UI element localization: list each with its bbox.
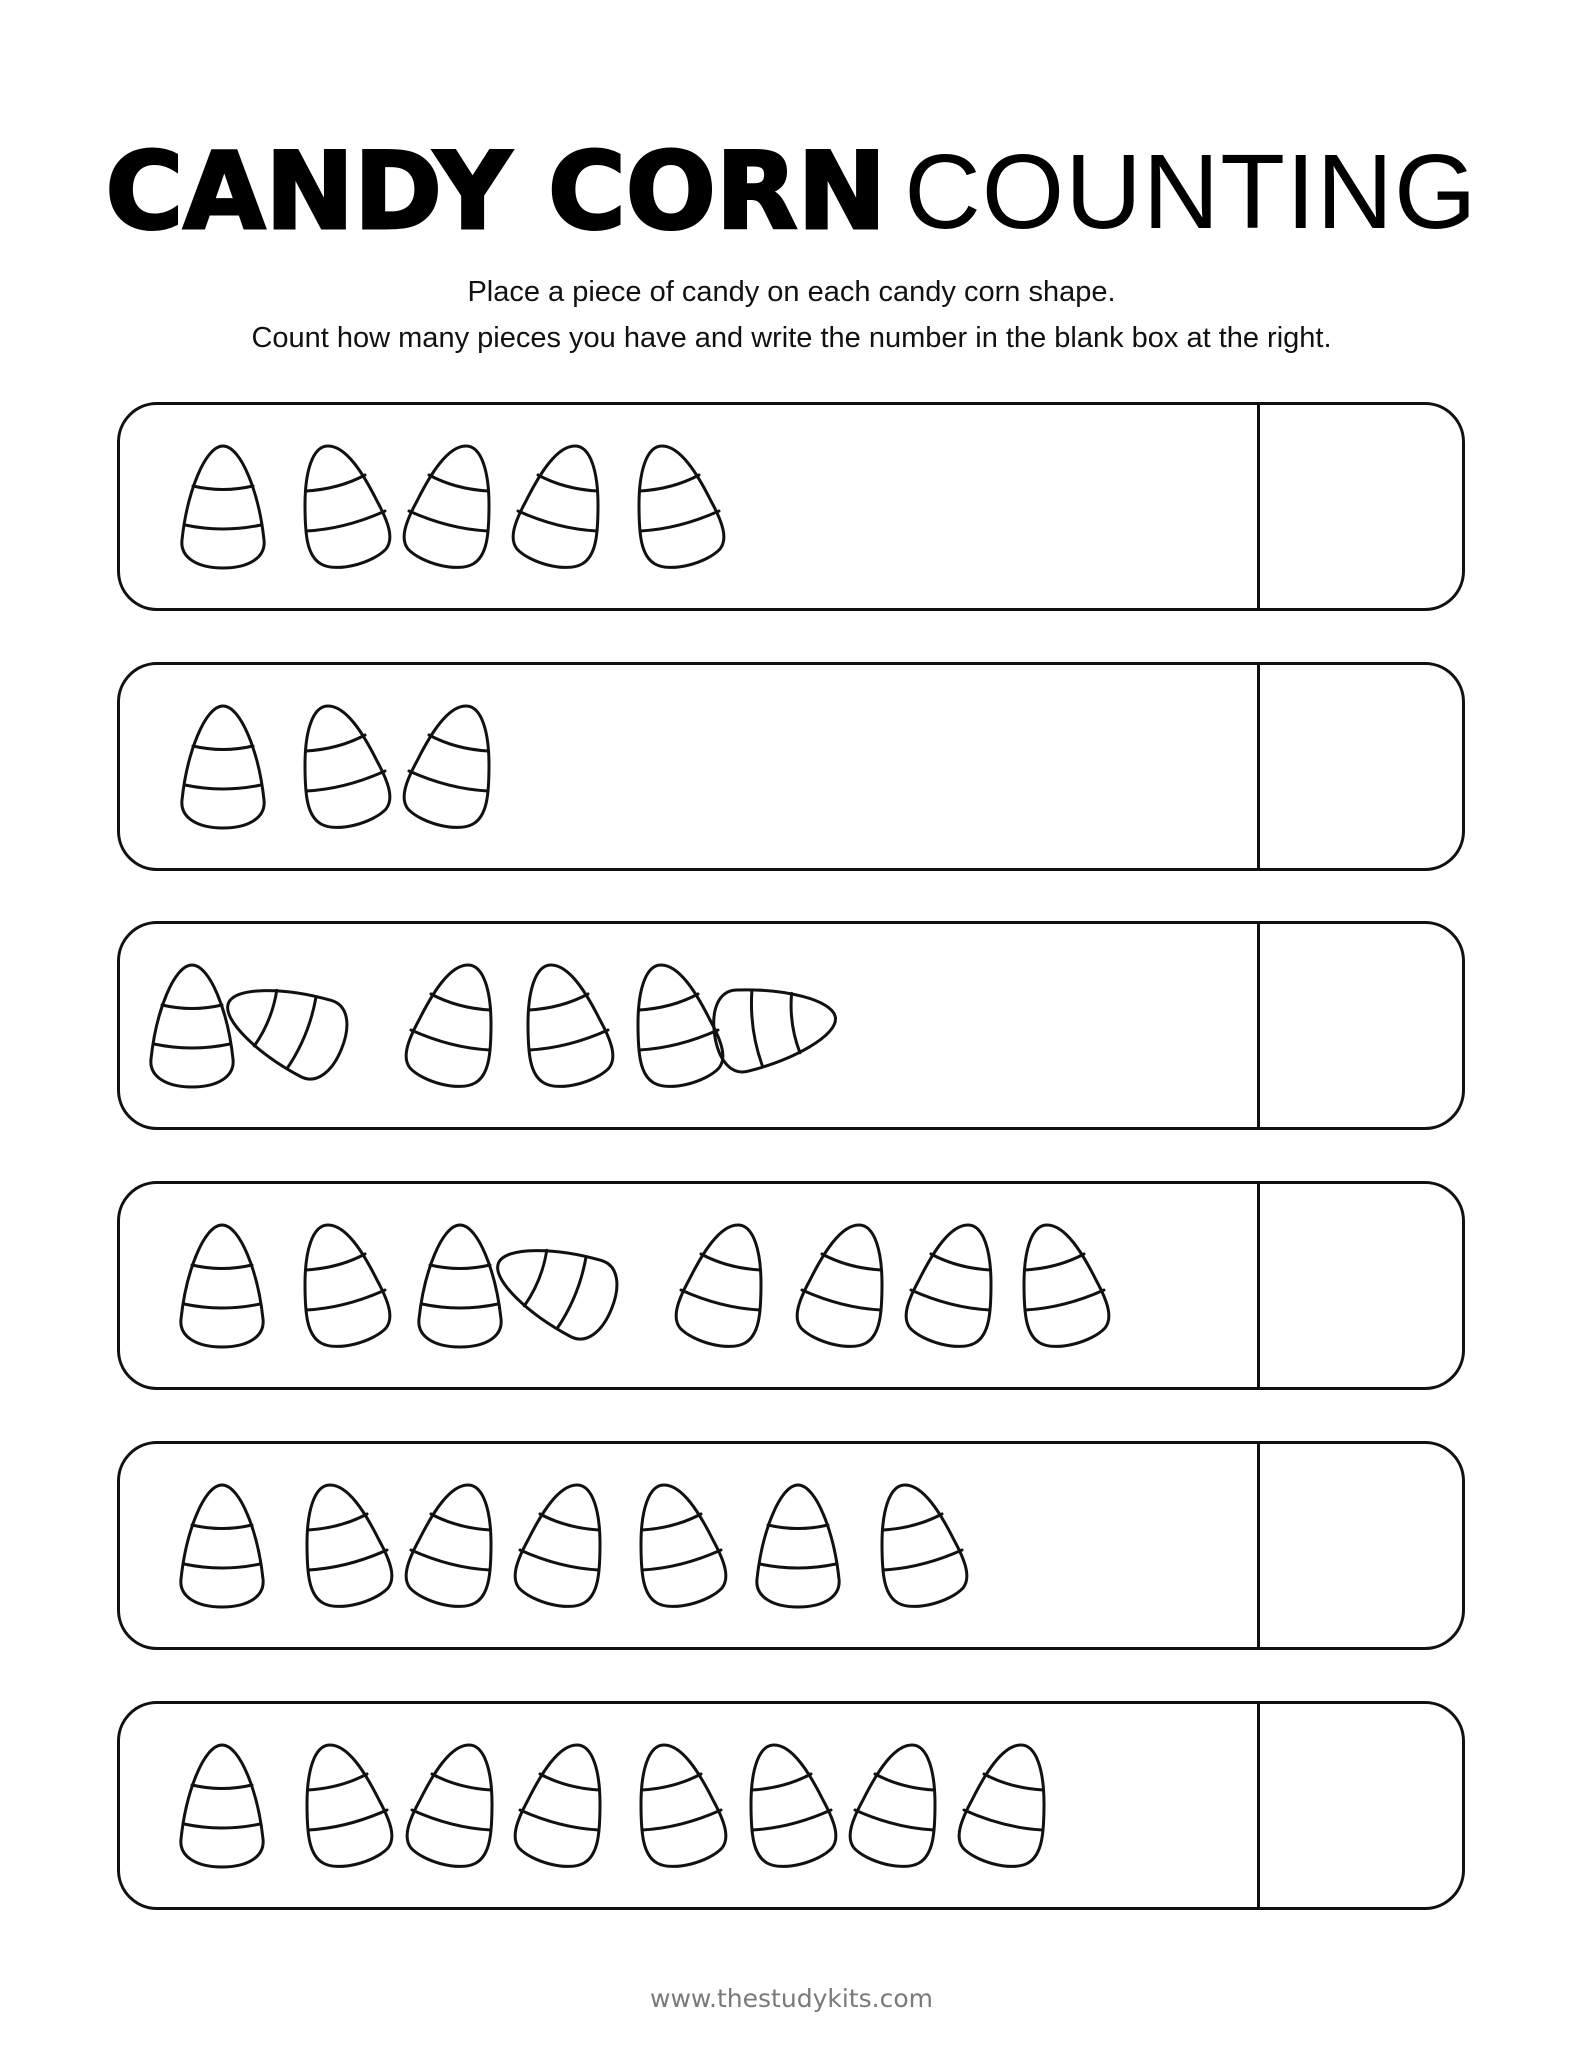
candy-corn-icon[interactable] [747,1742,837,1870]
candy-corn-icon[interactable] [177,1742,267,1870]
candy-corn-icon[interactable] [524,962,614,1090]
candy-corn-icon[interactable] [177,1222,267,1350]
candy-corn-icon[interactable] [1020,1222,1110,1350]
candy-corn-icon[interactable] [147,962,237,1090]
answer-box[interactable] [1260,1184,1462,1387]
candy-corn-icon[interactable] [637,1742,727,1870]
worksheet-title [0,132,1583,252]
candy-corn-icon[interactable] [178,703,268,831]
candy-corn-icon[interactable] [406,1742,496,1870]
candy-corn-icon[interactable] [878,1482,968,1610]
candy-corn-icon[interactable] [635,443,725,571]
candy-corn-icon[interactable] [512,443,602,571]
candy-corn-icon[interactable] [240,962,330,1090]
candy-corn-icon[interactable] [177,1482,267,1610]
title-bold: CANDY CORN [105,130,887,253]
candy-corn-icon[interactable] [675,1222,765,1350]
answer-box[interactable] [1260,665,1462,868]
candy-corn-icon[interactable] [510,1222,600,1350]
counting-row-5 [117,1441,1465,1650]
candy-corn-icon[interactable] [301,703,391,831]
counting-row-2 [117,662,1465,871]
candy-corn-icon[interactable] [303,1482,393,1610]
footer-url: www.thestudykits.com [650,1984,933,2013]
title-light: COUNTING [904,133,1478,251]
candy-corn-icon[interactable] [796,1222,886,1350]
answer-box[interactable] [1260,1444,1462,1647]
answer-box[interactable] [1260,405,1462,608]
candy-corn-icon[interactable] [301,1222,391,1350]
answer-box[interactable] [1260,1704,1462,1907]
candy-corn-icon[interactable] [958,1742,1048,1870]
candy-corn-icon[interactable] [905,1222,995,1350]
candy-corn-icon[interactable] [405,1482,495,1610]
instruction-line-1: Place a piece of candy on each candy corn shape. [467,276,1116,308]
candy-corn-icon[interactable] [514,1742,604,1870]
candy-corn-icon[interactable] [730,962,820,1090]
candy-corn-icon[interactable] [405,962,495,1090]
candy-corn-icon[interactable] [403,703,493,831]
counting-row-4 [117,1181,1465,1390]
candy-corn-icon[interactable] [178,443,268,571]
answer-box[interactable] [1260,924,1462,1127]
candy-corn-icon[interactable] [514,1482,604,1610]
candy-corn-icon[interactable] [415,1222,505,1350]
candy-corn-icon[interactable] [849,1742,939,1870]
counting-row-6 [117,1701,1465,1910]
candy-corn-icon[interactable] [753,1482,843,1610]
candy-corn-icon[interactable] [634,962,724,1090]
candy-corn-icon[interactable] [303,1742,393,1870]
candy-corn-icon[interactable] [403,443,493,571]
candy-corn-icon[interactable] [301,443,391,571]
counting-row-1 [117,402,1465,611]
candy-corn-icon[interactable] [637,1482,727,1610]
instruction-line-2: Count how many pieces you have and write the number in the blank box at the right. [251,322,1332,354]
counting-row-3 [117,921,1465,1130]
